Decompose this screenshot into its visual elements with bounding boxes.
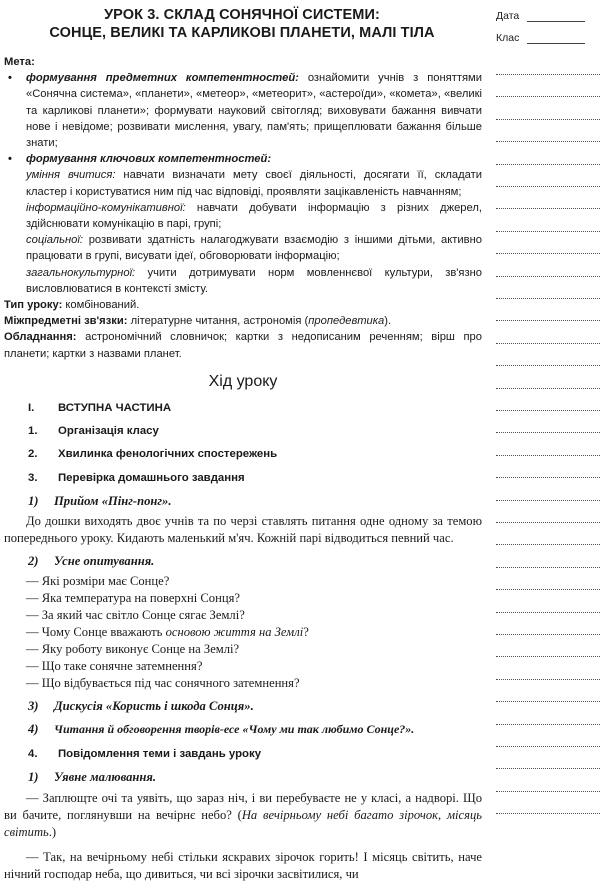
key-cultural (4, 265, 482, 297)
goals-block (4, 54, 482, 362)
note-line (496, 455, 600, 456)
interdisciplinary-tail: ). (384, 315, 392, 328)
question-text: — Чому Сонце вважають (26, 624, 166, 639)
section-number: 2. (28, 448, 38, 461)
key-learning-label: уміння вчитися: (26, 169, 116, 182)
goals-label: Мета: (4, 56, 35, 68)
note-line (496, 96, 600, 97)
goal-subject-competence (4, 70, 482, 151)
homework-steps (4, 493, 482, 738)
section-title: Організація класу (58, 425, 159, 438)
lesson-type-label: Тип уроку: (4, 299, 63, 312)
note-line (496, 365, 600, 366)
equipment-text: астрономічний словничок; картки з недописаним реченням; вірш про планети; картки з назвами планет. (4, 331, 482, 360)
section-number: 1. (28, 425, 38, 438)
note-line (496, 388, 600, 389)
step-number: 1) (28, 493, 39, 508)
section-organization (4, 423, 482, 439)
lesson-title (2, 6, 482, 42)
question-item (4, 624, 482, 641)
ping-pong-text: До дошки виходять двоє учнів та по черзі ставлять питання одне одному за темою попереднього уроку. Кидають маленький м'яч. Кожній парі відводиться певний час. (4, 513, 482, 545)
note-line (496, 141, 600, 142)
drawing-text: — Заплющте очі та уявіть, що зараз ніч, і ви перебуваєте не у класі, а надворі. Що ви бачите, поглянувши на вечірнє небо? ( (4, 791, 482, 823)
class-field (496, 32, 585, 44)
goal-key-competence (4, 151, 482, 167)
date-input-line[interactable] (527, 11, 585, 22)
step-number: 4) (28, 721, 39, 736)
question-item: — За який час світло Сонце сягає Землі? (26, 607, 245, 622)
step-title: Уявне малювання. (54, 770, 157, 785)
note-line (496, 432, 600, 433)
note-line (496, 186, 600, 187)
bullet-icon: • (8, 153, 12, 166)
notes-margin (490, 0, 600, 825)
title-line-1: УРОК 3. СКЛАД СОНЯЧНОЇ СИСТЕМИ: (104, 7, 380, 23)
equipment (4, 329, 482, 361)
equipment-label: Обладнання: (4, 331, 77, 344)
question-item: — Яка температура на поверхні Сонця? (26, 590, 240, 605)
drawing-tail: .) (48, 825, 57, 840)
question-item: — Що відбувається під час сонячного затемнення? (26, 675, 300, 690)
note-line (496, 634, 600, 635)
drawing-italic: На вечірньому небі багато зірочок, місяць світить (4, 808, 482, 840)
note-line (496, 343, 600, 344)
note-line (496, 813, 600, 814)
lesson-type (4, 297, 482, 313)
section-number: 3. (28, 471, 38, 484)
goal-subject-text: ознайомити учнів з поняттями «Сонячна система», «планети», «метеор», «метеорит», «астероїди», «комета», «великі та карликові планети»; формувати науковий світогляд; виховувати бажання вивчати нове і невідоме; розвивати мислення, увагу, пам'ять; прищеплювати бажання більше знати; (26, 72, 482, 150)
section-number: 4. (28, 747, 38, 760)
note-line (496, 477, 600, 478)
key-cultural-text: учити дотримувати норм мовленнєвої культури, зв'язно висловлюватися в контексті змісту. (26, 266, 482, 295)
step-number: 2) (28, 553, 39, 568)
section-title: Перевірка домашнього завдання (58, 471, 245, 484)
step-number: 1) (28, 770, 39, 785)
key-cultural-label: загальнокультурної: (26, 266, 136, 279)
note-line (496, 567, 600, 568)
step-oral-survey (4, 553, 482, 570)
step-title: Прийом «Пінг-понг». (54, 493, 172, 508)
class-input-line[interactable] (527, 33, 585, 44)
note-line (496, 410, 600, 411)
question-italic: основою життя на Землі (165, 624, 304, 639)
title-line-2: СОНЦЕ, ВЕЛИКІ ТА КАРЛИКОВІ ПЛАНЕТИ, МАЛІ ТІЛА (49, 25, 435, 41)
note-line (496, 768, 600, 769)
question-tail: ? (303, 624, 309, 639)
key-info-text: навчати добувати інформацію з різних джерел, здійснювати комунікацію в парі, групі; (26, 201, 482, 231)
step-ping-pong (4, 493, 482, 510)
note-line (496, 119, 600, 120)
note-line (496, 208, 600, 209)
question-item: — Які розміри має Сонце? (26, 573, 170, 588)
interdisciplinary-text: літературне читання, астрономія ( (127, 315, 309, 328)
interdisciplinary-italic: пропедевтика (308, 315, 385, 328)
goal-subject-lead: формування предметних компетентностей: (26, 72, 299, 85)
imaginary-drawing-text-2: — Так, на вечірньому небі стільки яскравих зірочок горить! І місяць світить, наче нічний господар неба, що дивиться, чи всі зірочки засвітилися, чи (4, 850, 482, 882)
section-number: I. (28, 402, 35, 415)
date-label: Дата (496, 10, 520, 22)
note-line (496, 544, 600, 545)
note-line (496, 656, 600, 657)
note-line (496, 701, 600, 702)
step-discussion (4, 698, 482, 715)
section-title: Хвилинка фенологічних спостережень (58, 448, 278, 461)
section-homework-check (4, 470, 482, 486)
key-learning (4, 167, 482, 199)
key-learning-text: навчати визначати мету своєї діяльності, досягати її, складати кластер і користуватися ним під час відповіді, проявляти зацікавленість навчанням; (26, 169, 482, 198)
question-item: — Яку роботу виконує Сонце на Землі? (26, 641, 240, 656)
note-line (496, 724, 600, 725)
step-essays (4, 721, 482, 738)
note-line (496, 746, 600, 747)
key-social (4, 232, 482, 264)
step-title: Читання й обговорення творів-есе «Чому ми так любимо Сонце?». (54, 721, 415, 736)
date-field (496, 10, 585, 22)
note-line (496, 276, 600, 277)
interdisciplinary (4, 313, 482, 329)
interdisciplinary-label: Міжпредметні зв'язки: (4, 315, 128, 328)
note-line (496, 74, 600, 75)
progress-title: Хід уроку (208, 372, 278, 390)
note-line (496, 231, 600, 232)
note-line (496, 253, 600, 254)
section-title: Повідомлення теми і завдань уроку (58, 747, 262, 760)
section-intro (4, 400, 482, 416)
goal-key-lead: формування ключових компетентностей: (26, 153, 272, 166)
bullet-icon: • (8, 72, 12, 85)
step-number: 3) (28, 698, 39, 713)
note-line (496, 791, 600, 792)
lesson-content (4, 6, 482, 883)
note-line (496, 320, 600, 321)
note-line (496, 500, 600, 501)
step-title: Усне опитування. (54, 553, 155, 568)
key-social-label: соціальної: (26, 234, 83, 247)
note-line (496, 298, 600, 299)
section-topic-announcement (4, 746, 482, 762)
question-item: — Що таке сонячне затемнення? (26, 658, 203, 673)
note-line (496, 589, 600, 590)
note-line (496, 522, 600, 523)
key-info (4, 200, 482, 232)
step-imaginary-drawing (4, 769, 482, 786)
lesson-type-text: комбінований. (62, 299, 140, 312)
imaginary-drawing-text (4, 790, 482, 841)
key-social-text: розвивати здатність налагоджувати взаємодію з іншими дітьми, активно працювати в групі, висувати ідеї, обговорювати інформацію; (26, 234, 482, 263)
topic-steps (4, 769, 482, 883)
section-phenology (4, 446, 482, 462)
note-line (496, 679, 600, 680)
step-title: Дискусія «Користь і шкода Сонця». (54, 698, 254, 713)
note-line (496, 164, 600, 165)
class-label: Клас (496, 32, 520, 44)
key-info-label: інформаційно-комунікативної: (26, 201, 186, 214)
note-line (496, 612, 600, 613)
section-title: ВСТУПНА ЧАСТИНА (58, 402, 172, 415)
